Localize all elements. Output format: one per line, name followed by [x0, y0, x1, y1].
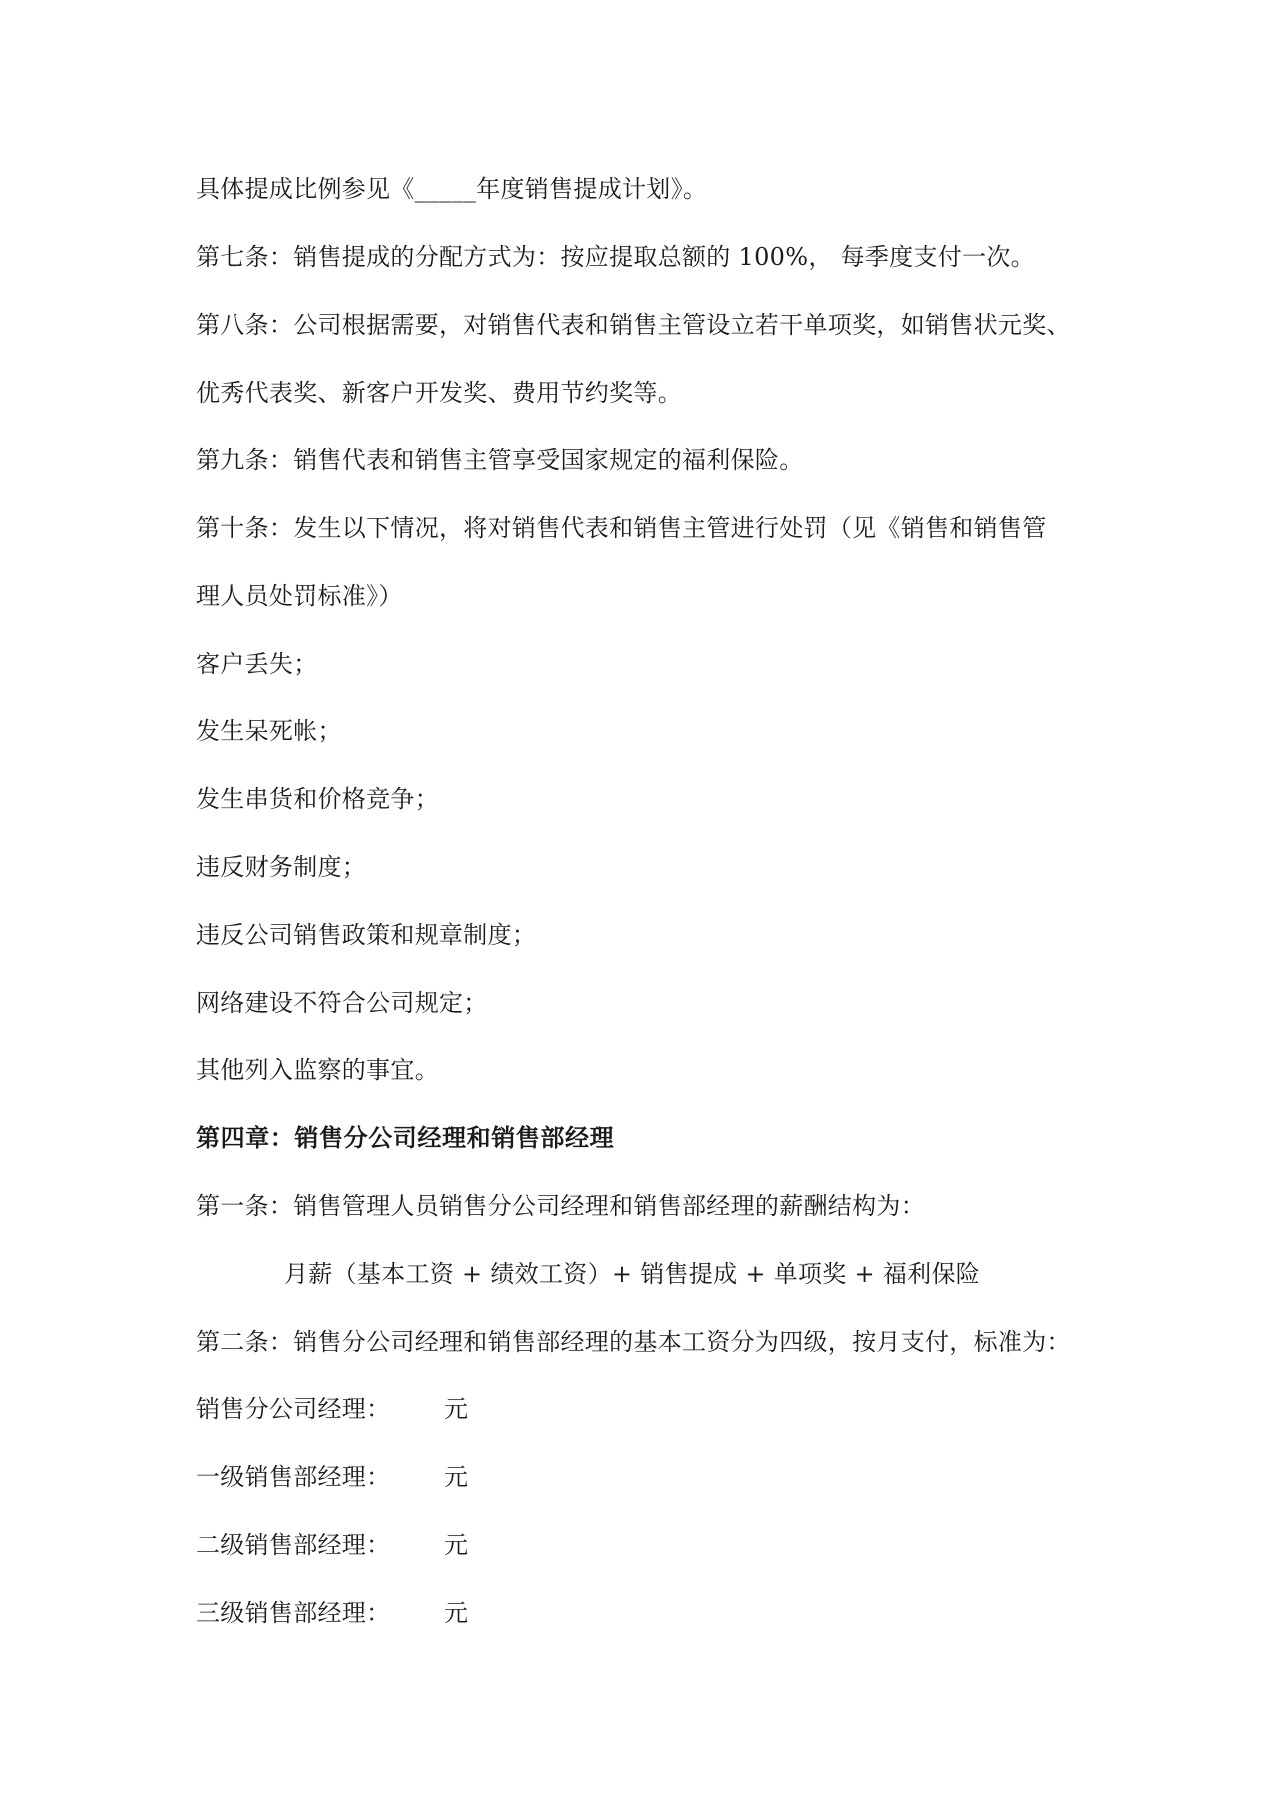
paragraph-line: 第九条：销售代表和销售主管享受国家规定的福利保险。 [196, 446, 804, 474]
chapter-heading: 第四章：销售分公司经理和销售部经理 [196, 1123, 615, 1152]
salary-row-label: 销售分公司经理： [196, 1395, 391, 1423]
salary-row-unit: 元 [444, 1463, 469, 1491]
salary-row-unit: 元 [444, 1531, 469, 1559]
list-item: 违反公司销售政策和规章制度； [196, 921, 537, 949]
list-item: 其他列入监察的事宜。 [196, 1056, 439, 1084]
list-item: 网络建设不符合公司规定； [196, 989, 488, 1017]
list-item: 客户丢失； [196, 650, 318, 678]
paragraph-line: 第十条：发生以下情况，将对销售代表和销售主管进行处罚（见《销售和销售管 [196, 514, 1047, 542]
paragraph-line: 具体提成比例参见《_____年度销售提成计划》。 [196, 175, 708, 203]
salary-row-label: 二级销售部经理： [196, 1531, 391, 1559]
paragraph-line: 第八条：公司根据需要，对销售代表和销售主管设立若干单项奖，如销售状元奖、 [196, 311, 1071, 339]
salary-row [196, 1460, 468, 1494]
paragraph-line: 第七条：销售提成的分配方式为：按应提取总额的 100%， 每季度支付一次。 [196, 243, 1035, 271]
salary-row-label: 一级销售部经理： [196, 1463, 391, 1491]
paragraph-line: 优秀代表奖、新客户开发奖、费用节约奖等。 [196, 379, 682, 407]
salary-row-unit: 元 [444, 1599, 469, 1627]
salary-formula: 月薪（基本工资 + 绩效工资）+ 销售提成 + 单项奖 + 福利保险 [284, 1260, 981, 1288]
paragraph-line: 理人员处罚标准》） [196, 582, 403, 610]
salary-row [196, 1528, 468, 1562]
article-one: 第一条：销售管理人员销售分公司经理和销售部经理的薪酬结构为： [196, 1192, 925, 1220]
salary-row-unit: 元 [444, 1395, 469, 1423]
salary-row-label: 三级销售部经理： [196, 1599, 391, 1627]
salary-row [196, 1392, 468, 1426]
article-two: 第二条：销售分公司经理和销售部经理的基本工资分为四级，按月支付，标准为： [196, 1328, 1071, 1356]
list-item: 发生呆死帐； [196, 717, 342, 745]
list-item: 违反财务制度； [196, 853, 367, 881]
list-item: 发生串货和价格竞争； [196, 785, 439, 813]
salary-row [196, 1596, 468, 1630]
